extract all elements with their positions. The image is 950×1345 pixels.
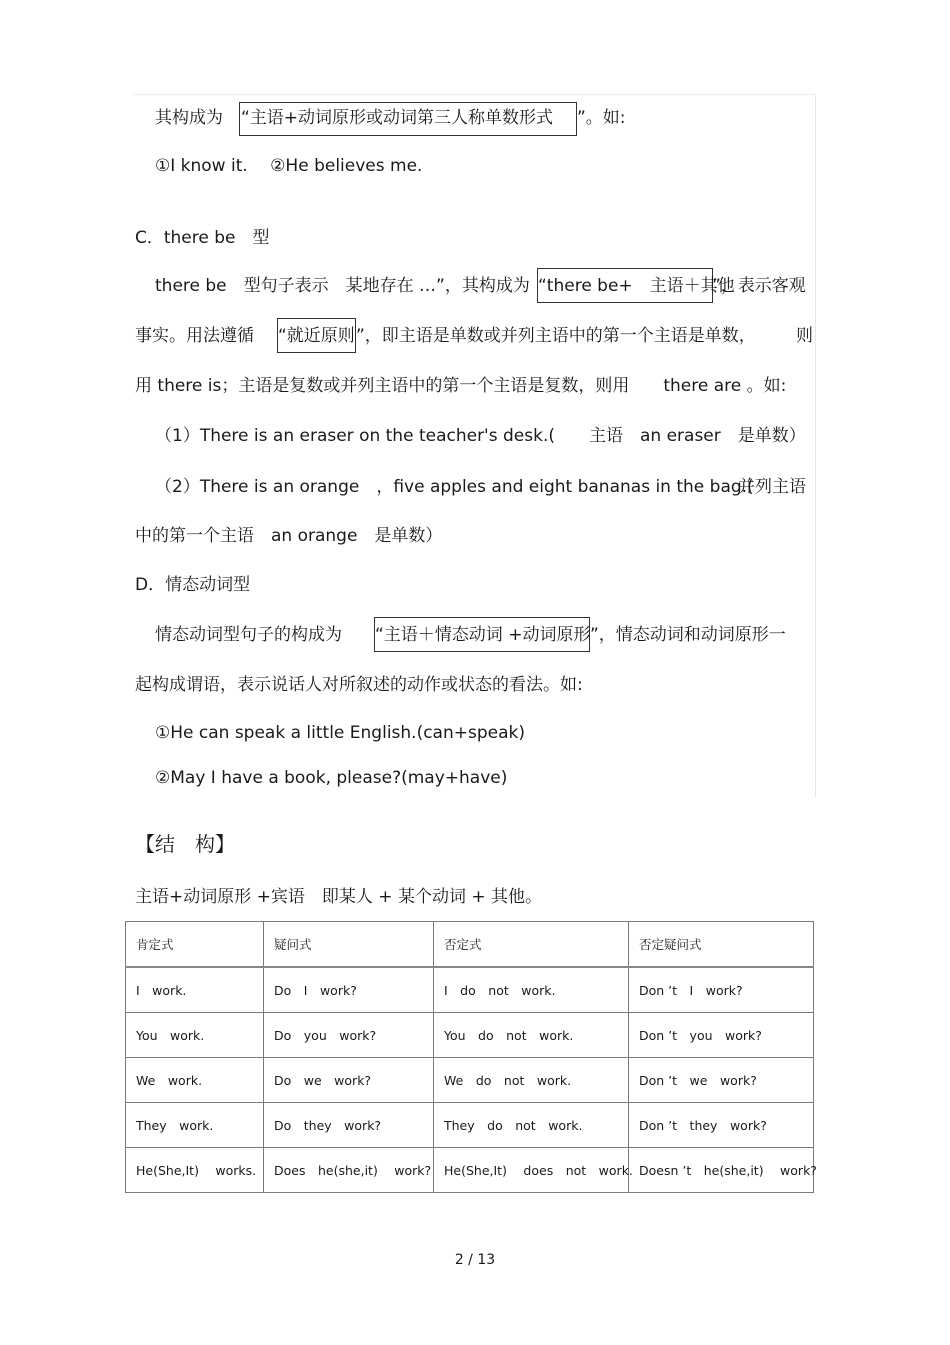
section-c-example-2b: 并列主语 (738, 477, 806, 497)
formula-proximity: “就近原则 (278, 326, 355, 346)
table-cell: Do they work? (264, 1103, 434, 1148)
section-d-example-2: ②May I have a book, please?(may+have) (155, 768, 508, 788)
table-cell: Do we work? (264, 1058, 434, 1103)
table-cell: Don ’t we work? (629, 1058, 814, 1103)
section-c-p2-a: 事实。用法遵循 (135, 326, 254, 346)
table-cell: We work. (126, 1058, 264, 1103)
table-row (126, 1013, 814, 1058)
table-cell: You do not work. (434, 1013, 629, 1058)
table-cell: Do you work? (264, 1013, 434, 1058)
examples-b: ①I know it. ②He believes me. (155, 156, 423, 176)
table-cell: I work. (126, 967, 264, 1013)
section-d-title: D．情态动词型 (135, 575, 251, 595)
section-c-p1-b: ”，表示客观 (712, 276, 806, 296)
construction-intro: 其构成为 (155, 108, 223, 128)
header-affirmative: 肯定式 (126, 922, 264, 968)
section-c-title: C．there be 型 (135, 228, 270, 248)
header-interrogative: 疑问式 (264, 922, 434, 968)
section-d-p2: 起构成谓语，表示说话人对所叙述的动作或状态的看法。如: (135, 675, 583, 695)
table-row (126, 1148, 814, 1193)
construction-suffix: ”。如: (577, 108, 626, 128)
table-cell: Doesn ’t he(she,it) work? (629, 1148, 814, 1193)
table-cell: We do not work. (434, 1058, 629, 1103)
table-cell: He(She,It) works. (126, 1148, 264, 1193)
structure-heading: 【结 构】 (135, 832, 235, 856)
section-c-p2-b: ”，即主语是单数或并列主语中的第一个主语是单数， (356, 326, 756, 346)
table-cell: They work. (126, 1103, 264, 1148)
structure-formula: 主语+动词原形 +宾语 即某人 + 某个动词 + 其他。 (135, 887, 542, 907)
table-cell: Don ’t I work? (629, 967, 814, 1013)
table-cell: They do not work. (434, 1103, 629, 1148)
formula-subject-verb: “主语+动词原形或动词第三人称单数形式 (241, 108, 554, 128)
section-c-p1-a: there be 型句子表示 某地存在 …”，其构成为 (155, 276, 530, 296)
table-row (126, 1103, 814, 1148)
section-d-p1-a: 情态动词型句子的构成为 (155, 625, 342, 645)
section-d-example-1: ①He can speak a little English.(can+speak) (155, 723, 525, 743)
table-cell: Do I work? (264, 967, 434, 1013)
table-cell: You work. (126, 1013, 264, 1058)
table-header-row (126, 922, 814, 968)
formula-there-be: “there be+ 主语＋其他 (538, 276, 735, 296)
table-cell: He(She,It) does not work. (434, 1148, 629, 1193)
section-c-p2-c: 则 (796, 326, 813, 346)
table-cell: Does he(she,it) work? (264, 1148, 434, 1193)
page-number: 2 / 13 (454, 1252, 496, 1268)
header-negative: 否定式 (434, 922, 629, 968)
section-c-example-1: （1）There is an eraser on the teacher's desk.( 主语 an eraser 是单数） (155, 426, 806, 446)
section-c-example-2c: 中的第一个主语 an orange 是单数） (135, 526, 443, 546)
formula-modal: “主语＋情态动词 +动词原形 (375, 625, 591, 645)
table-cell: Don ’t they work? (629, 1103, 814, 1148)
table-row (126, 1058, 814, 1103)
section-d-p1-b: ”，情态动词和动词原形一 (590, 625, 786, 645)
table-cell: I do not work. (434, 967, 629, 1013)
table-cell: Don ’t you work? (629, 1013, 814, 1058)
conjugation-table (125, 921, 817, 1193)
section-c-p3: 用 there is；主语是复数或并列主语中的第一个主语是复数，则用 there are 。如: (135, 376, 787, 396)
table-row (126, 967, 814, 1013)
section-c-example-2a: （2）There is an orange ，five apples and eight bananas in the bag.( (155, 477, 754, 497)
header-negative-interrogative: 否定疑问式 (629, 922, 814, 968)
